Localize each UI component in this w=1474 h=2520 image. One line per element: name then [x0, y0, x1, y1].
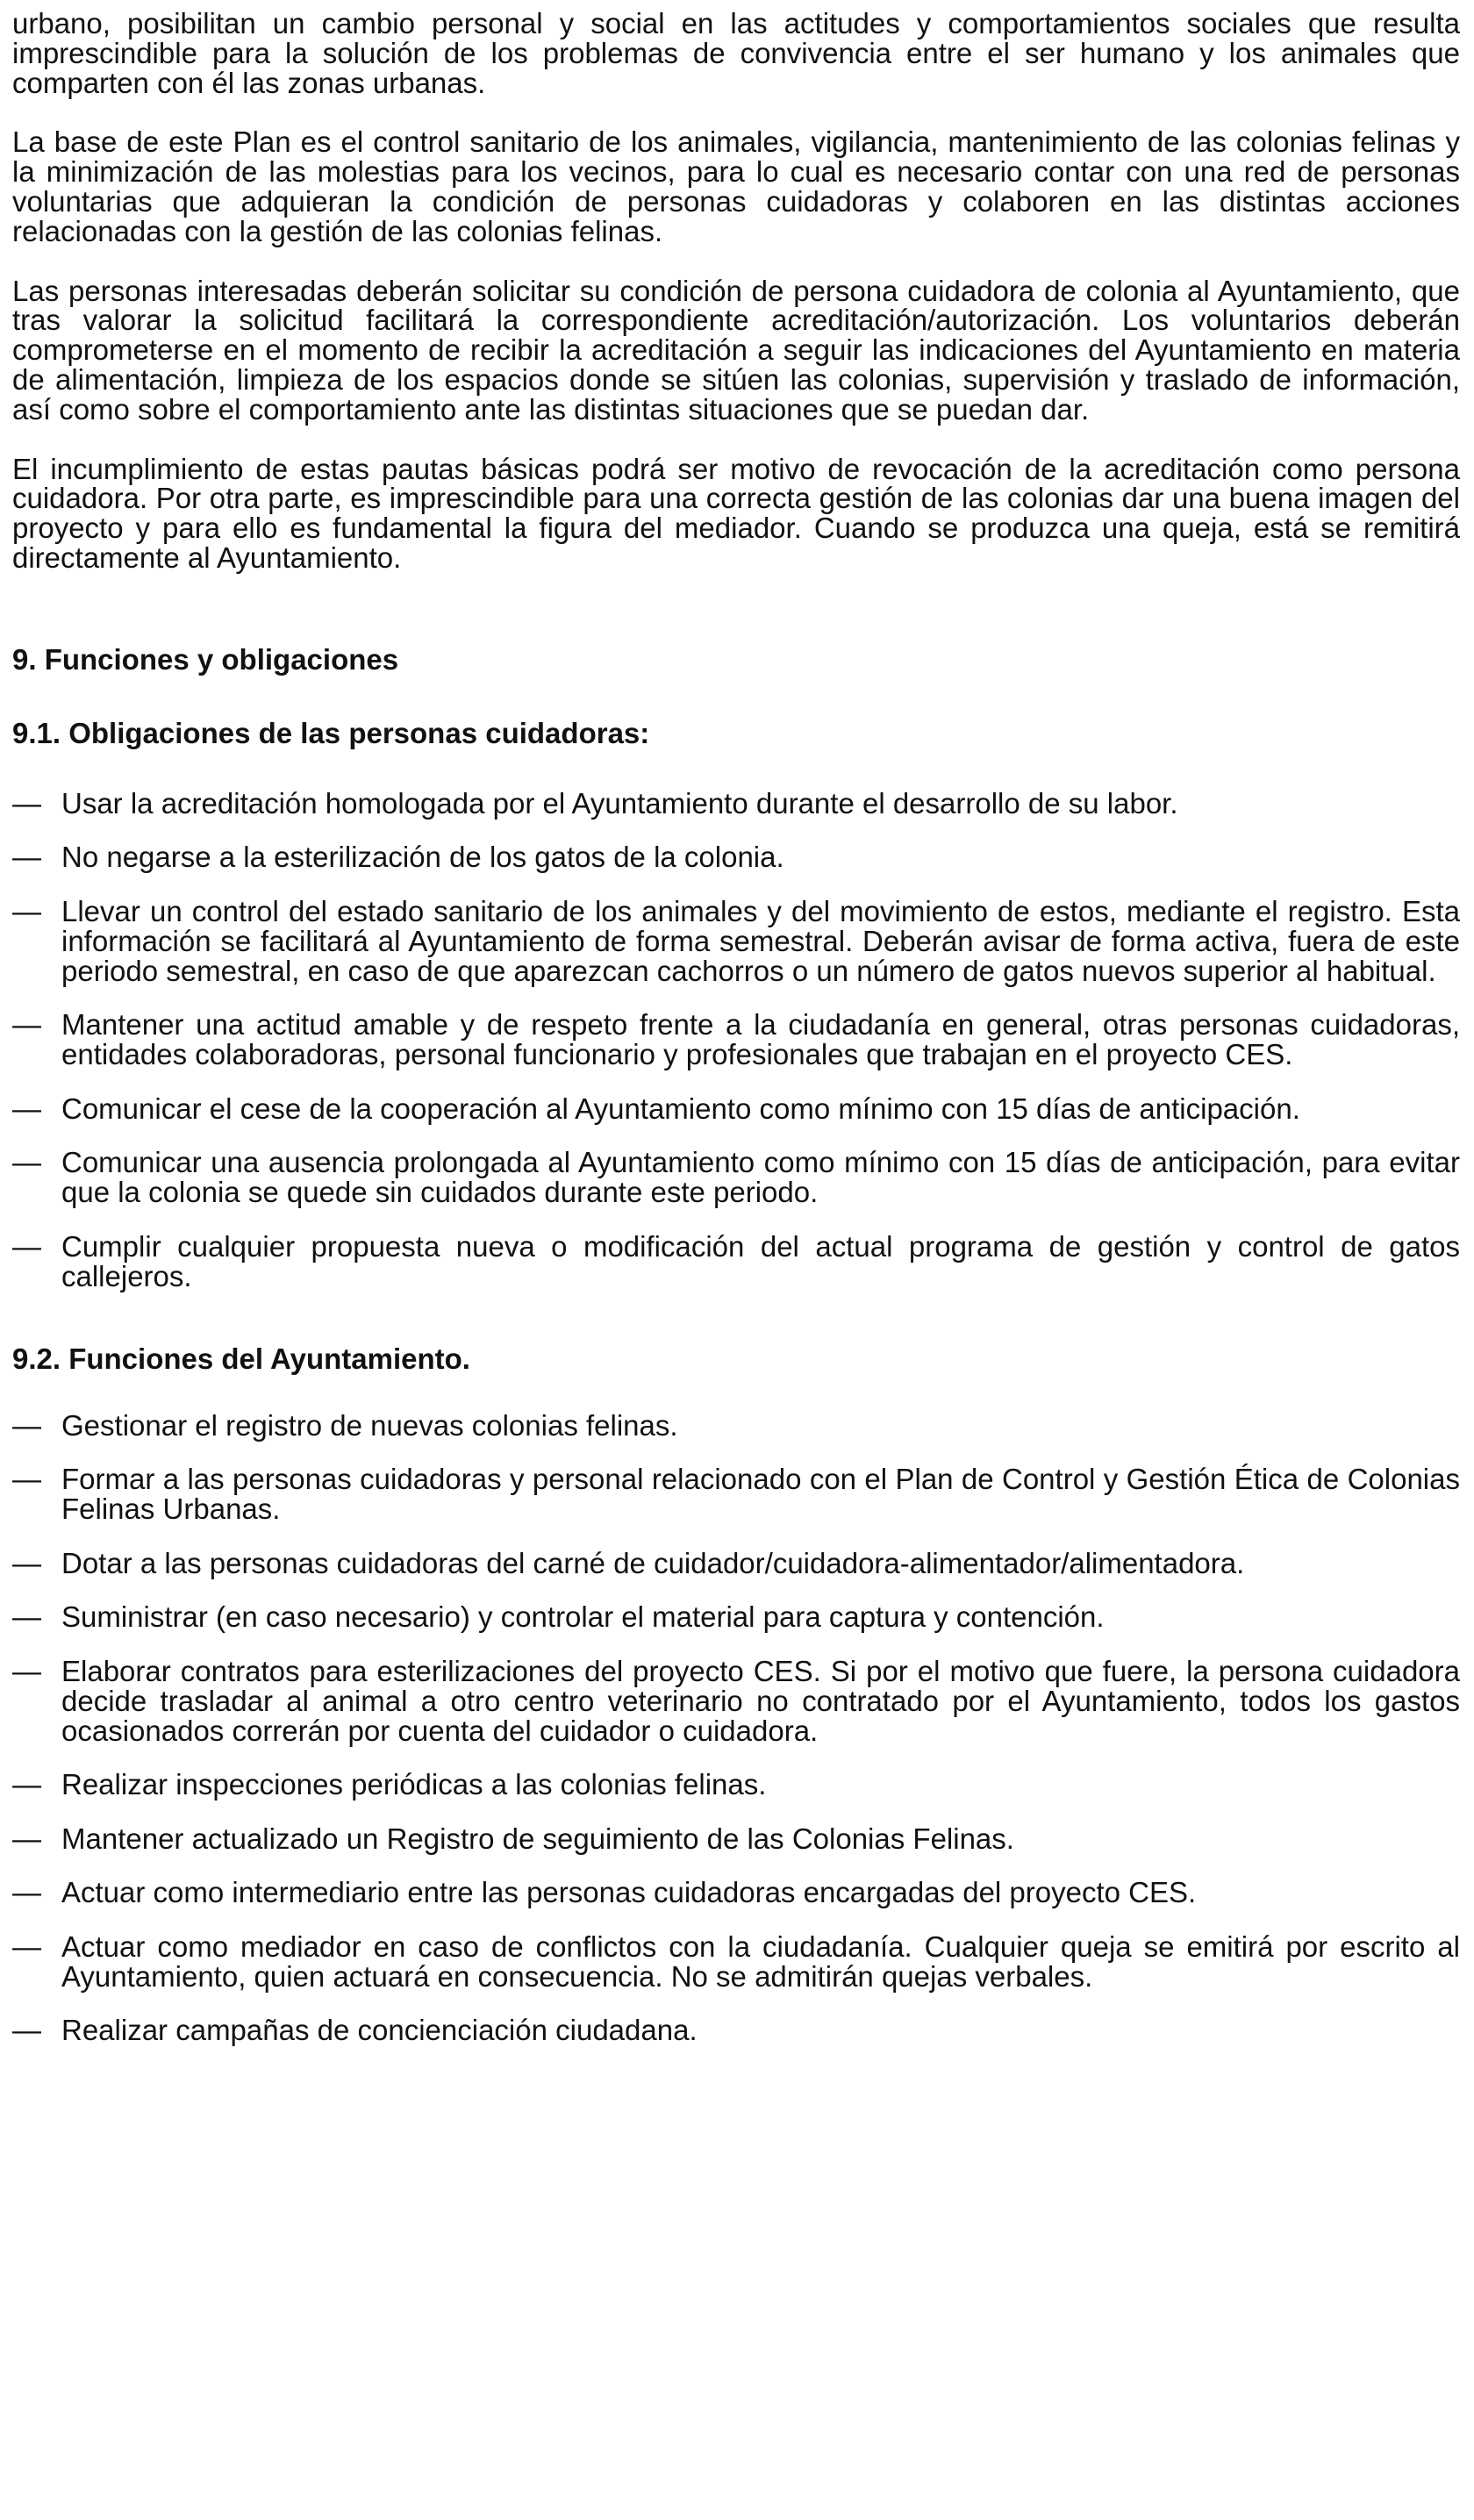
- dash-bullet: —: [12, 1876, 41, 1909]
- list-item-text: Usar la acreditación homologada por el Ayuntamiento durante el desarrollo de su labor.: [61, 786, 1178, 820]
- list-item-text: Mantener actualizado un Registro de seguimiento de las Colonias Felinas.: [61, 1822, 1014, 1855]
- obligations-list: [12, 786, 1460, 1292]
- dash-bullet: —: [12, 1229, 41, 1263]
- dash-bullet: —: [12, 1600, 41, 1634]
- dash-bullet: —: [12, 1768, 41, 1801]
- list-item-text: Actuar como intermediario entre las personas cuidadoras encargadas del proyecto CES.: [61, 1876, 1197, 1909]
- list-item: [12, 1229, 1460, 1292]
- list-item: [12, 1878, 1460, 1908]
- list-item: [12, 2015, 1460, 2045]
- subsection-heading-obligations: 9.1. Obligaciones de las personas cuidadoras:: [12, 716, 650, 749]
- dash-bullet: —: [12, 1008, 41, 1042]
- list-item: [12, 786, 1460, 820]
- dash-bullet: —: [12, 786, 41, 820]
- dash-bullet: —: [12, 1929, 41, 1963]
- dash-bullet: —: [12, 1546, 41, 1579]
- list-item: [12, 1929, 1460, 1993]
- dash-bullet: —: [12, 841, 41, 874]
- list-item-text: Gestionar el registro de nuevas colonias felinas.: [61, 1408, 678, 1442]
- list-item: [12, 1148, 1460, 1207]
- list-item: [12, 1094, 1460, 1124]
- list-item-text: Cumplir cualquier propuesta nueva o modificación del actual programa de gestión y control de gatos callejeros.: [61, 1229, 1460, 1292]
- list-item-text: Comunicar una ausencia prolongada al Ayuntamiento como mínimo con 15 días de anticipación, para evitar que la colonia se quede sin cuidados durante este periodo.: [61, 1146, 1460, 1209]
- list-item-text: Realizar campañas de concienciación ciudadana.: [61, 2014, 698, 2047]
- list-item: [12, 894, 1460, 987]
- list-item: [12, 1824, 1460, 1854]
- intro-paragraph: El incumplimiento de estas pautas básicas podrá ser motivo de revocación de la acreditación como persona cuidadora. Por otra parte, es imprescindible para una correcta gestión de las colonias dar una buena imagen del proyecto y para ello es fundamental la figura del mediador. Cuando se produzca una queja, está se remitirá directamente al Ayuntamiento.: [12, 452, 1460, 574]
- list-item-text: Actuar como mediador en caso de conflictos con la ciudadanía. Cualquier queja se emitirá por escrito al Ayuntamiento, quien actuará en consecuencia. No se admitirán quejas verbales.: [61, 1929, 1460, 1993]
- list-item: [12, 1546, 1460, 1579]
- subsection-heading-functions: 9.2. Funciones del Ayuntamiento.: [12, 1342, 470, 1375]
- dash-bullet: —: [12, 2014, 41, 2047]
- list-item-text: Mantener una actitud amable y de respeto frente a la ciudadanía en general, otras personas cuidadoras, entidades colaboradoras, personal funcionario y profesionales que trabajan en el proyecto CES.: [61, 1008, 1460, 1071]
- list-item: [12, 1770, 1460, 1800]
- list-item-text: No negarse a la esterilización de los gatos de la colonia.: [61, 841, 784, 874]
- dash-bullet: —: [12, 1654, 41, 1687]
- list-item: [12, 1602, 1460, 1632]
- intro-paragraph: Las personas interesadas deberán solicitar su condición de persona cuidadora de colonia al Ayuntamiento, que tras valorar la solicitud facilitará la correspondiente acreditación/autorización. Los voluntarios deberán comprometerse en el momento de recibir la acreditación a seguir las indicaciones del Ayuntamiento en materia de alimentación, limpieza de los espacios donde se sitúen las colonias, supervisión y traslado de información, así como sobre el comportamiento ante las distintas situaciones que se puedan dar.: [12, 274, 1460, 426]
- dash-bullet: —: [12, 894, 41, 927]
- list-item-text: Elaborar contratos para esterilizaciones del proyecto CES. Si por el motivo que fuere, la persona cuidadora decide trasladar al animal a otro centro veterinario no contratado por el Ayuntamiento, todos los gastos ocasionados correrán por cuenta del cuidador o cuidadora.: [61, 1654, 1460, 1747]
- list-item: [12, 842, 1460, 872]
- dash-bullet: —: [12, 1146, 41, 1179]
- list-item: [12, 1654, 1460, 1747]
- document-page: [12, 9, 1460, 2070]
- intro-paragraph: urbano, posibilitan un cambio personal y social en las actitudes y comportamientos sociales que resulta imprescindible para la solución de los problemas de convivencia entre el ser humano y los animales que comparten con él las zonas urbanas.: [12, 7, 1460, 99]
- list-item-text: Llevar un control del estado sanitario de los animales y del movimiento de estos, mediante el registro. Esta información se facilitará al Ayuntamiento de forma semestral. Deberán avisar de forma activa, fuera de este periodo semestral, en caso de que aparezcan cachorros o un número de gatos nuevos superior al habitual.: [61, 894, 1460, 987]
- list-item-text: Realizar inspecciones periódicas a las colonias felinas.: [61, 1768, 767, 1801]
- dash-bullet: —: [12, 1463, 41, 1496]
- dash-bullet: —: [12, 1408, 41, 1442]
- list-item-text: Suministrar (en caso necesario) y controlar el material para captura y contención.: [61, 1600, 1105, 1634]
- list-item-text: Comunicar el cese de la cooperación al Ayuntamiento como mínimo con 15 días de anticipación.: [61, 1092, 1300, 1125]
- intro-paragraph: La base de este Plan es el control sanitario de los animales, vigilancia, mantenimiento de las colonias felinas y la minimización de las molestias para los vecinos, para lo cual es necesario contar con una red de personas voluntarias que adquieran la condición de personas cuidadoras y colaboren en las distintas acciones relacionadas con la gestión de las colonias felinas.: [12, 125, 1460, 247]
- list-item: [12, 1408, 1460, 1442]
- section-heading: 9. Funciones y obligaciones: [12, 642, 399, 676]
- dash-bullet: —: [12, 1822, 41, 1855]
- dash-bullet: —: [12, 1092, 41, 1125]
- list-item: [12, 1464, 1460, 1524]
- list-item-text: Dotar a las personas cuidadoras del carné de cuidador/cuidadora-alimentador/alimentadora.: [61, 1546, 1245, 1579]
- list-item: [12, 1010, 1460, 1070]
- functions-list: [12, 1408, 1460, 2047]
- list-item-text: Formar a las personas cuidadoras y personal relacionado con el Plan de Control y Gestión Ética de Colonias Felinas Urbanas.: [61, 1463, 1460, 1526]
